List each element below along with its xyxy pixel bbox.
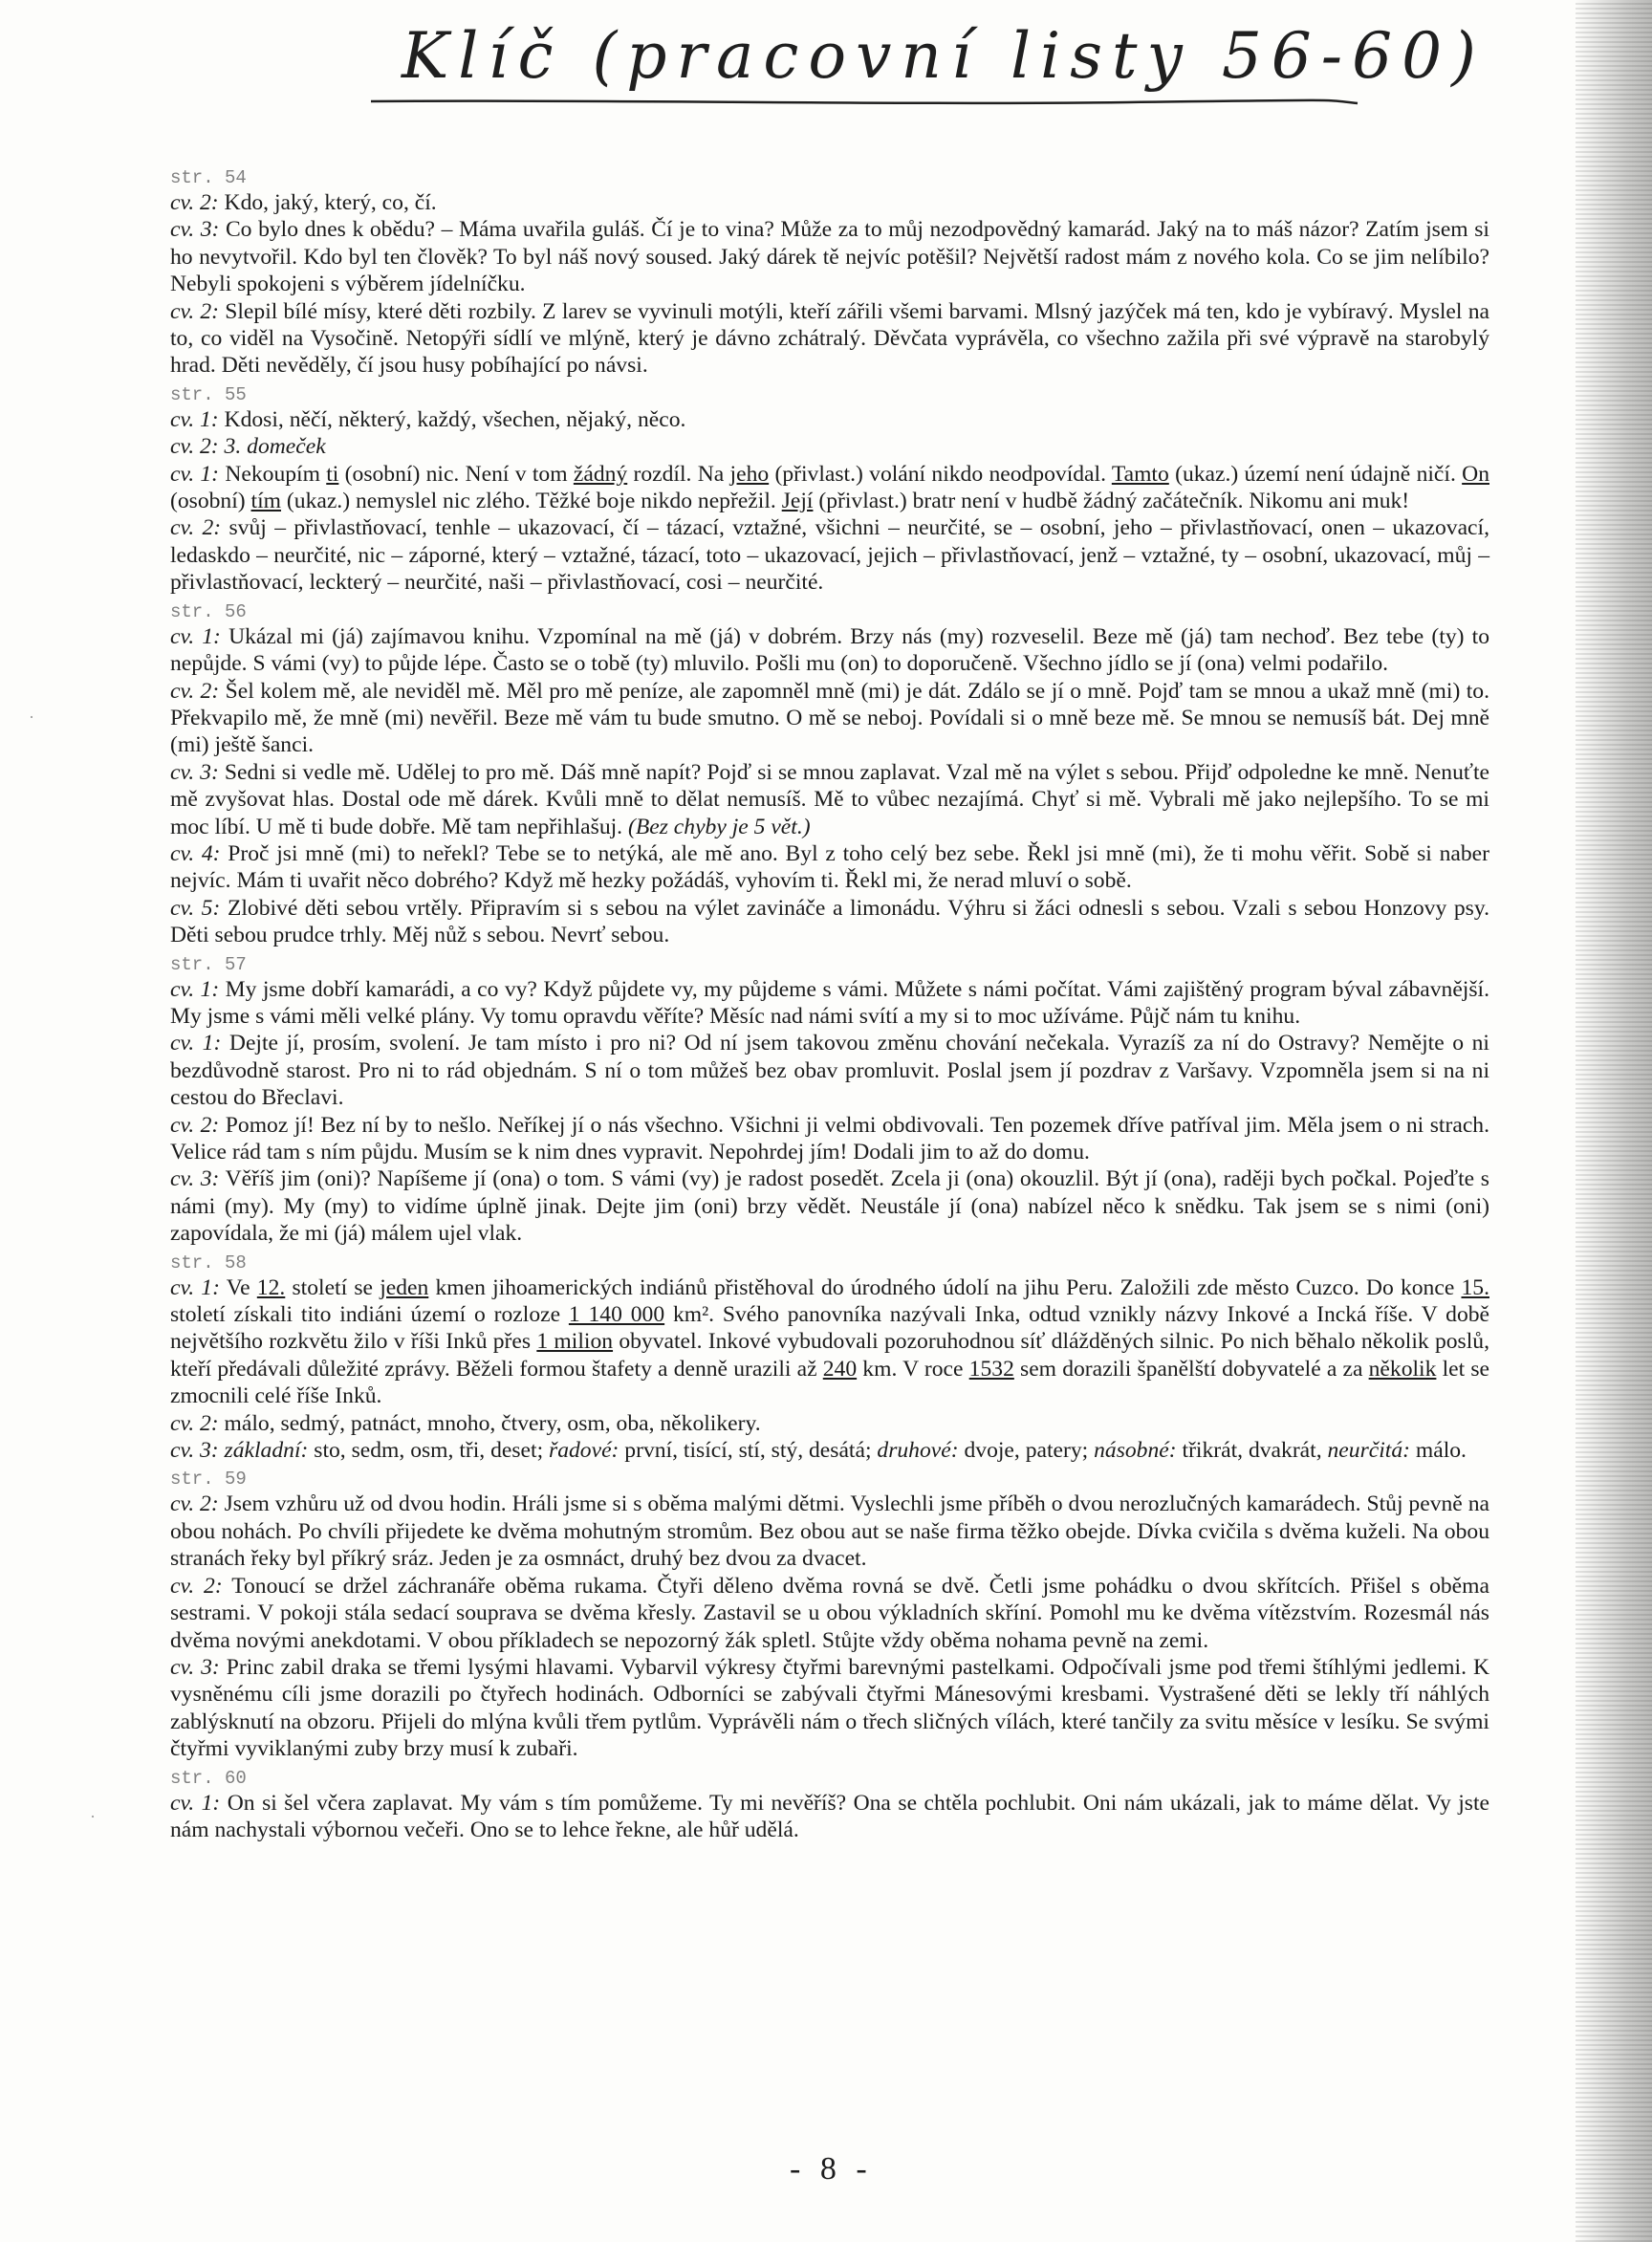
answer-text: dvoje, patery;	[958, 1438, 1095, 1464]
exercise-answer	[170, 1112, 1489, 1166]
exercise-answer	[170, 840, 1489, 895]
answer-text: Tonoucí se držel záchranáře oběma rukama. Čtyři děleno dvěma rovná se dvě. Četli jsme pohádku o dvou skřítcích. Přišel s oběma sestrami. V pokoji stála sedací souprava se dvěma křesly. Zastavil se u obou výkladních skříní. Pomohl mu ke dvěma vítězstvím. Rozesmál nás dvěma novými anekdotami. V obou příkladech se nepozorný žák spletl. Stůjte vždy oběma nohama pevně na zemi.	[170, 1573, 1489, 1653]
exercise-answer	[170, 678, 1489, 759]
answer-text: obyvatel. Inkové vybudovali pozoruhodnou síť dlážděných silnic. Po nich běhalo několik poslů, kteří předávali důležité zprávy. Běželi formou štafety a denně urazili až	[170, 1329, 1489, 1382]
answer-text: (ukaz.) území není údajně ničí.	[1168, 461, 1463, 487]
answer-text: Šel kolem mě, ale neviděl mě. Měl pro mě peníze, ale zapomněl mně (mi) je dát. Zdálo se jí o mně. Pojď tam se mnou a ukaž mně (mi) to. Překvapilo mě, že mně (mi) nevěřil. Beze mě vám tu bude smutno. O mě se neboj. Povídali si o mně beze mě. Se mnou se nemusíš bát. Dej mně (mi) ještě šanci.	[170, 678, 1489, 758]
exercise-answer	[170, 976, 1489, 1031]
underlined-word: Tamto	[1111, 461, 1169, 487]
answer-text: Ve	[219, 1274, 257, 1300]
exercise-label: cv. 2:	[170, 678, 220, 704]
answer-text: Pomoz jí! Bez ní by to nešlo. Neříkej jí o nás všechno. Všichni ji velmi obdivovali. Ten pozemek dříve patříval jim. Měla jsem o ni strach. Velice rád tam s ním půjdu. Musím se k nim dnes vypravit. Nepohrdej jím! Dodali jim to až do domu.	[170, 1112, 1489, 1165]
exercise-answer	[170, 1654, 1489, 1763]
answer-text: Ukázal mi (já) zajímavou knihu. Vzpomínal na mě (já) v dobrém. Brzy nás (my) rozveselil. Beze mě (já) tam nechoď. Bez tebe (ty) to nepůjde. S vámi (vy) to půjde lépe. Často se o tobě (ty) mluvilo. Pošli mu (on) to doporučeně. Všechno jídlo se jí (ona) velmi podařilo.	[170, 623, 1489, 677]
exercise-answer	[170, 1410, 1489, 1437]
exercise-label: cv. 4:	[170, 840, 221, 866]
exercise-label: cv. 2:	[170, 434, 219, 460]
section-page-heading: str. 58	[170, 1252, 247, 1273]
answer-text: století získali tito indiáni území o rozloze	[170, 1302, 569, 1328]
italic-text: 3. domeček	[218, 434, 326, 460]
exercise-answer	[170, 1437, 1489, 1464]
exercise-label: cv. 2:	[170, 190, 219, 215]
answer-text: let se zmocnili celé říše Inků.	[170, 1356, 1489, 1409]
answer-text: Slepil bílé mísy, které děti rozbily. Z larev se vyvinuli motýli, kteří zářili všemi barvami. Mlsný jazýček má ten, kdo je vybíravý. Myslel na to, co viděl na Vysočině. Netopýři sídlí ve mlýně, který je dávno zchátralý. Děvčata vyprávěla, co všechno zažila při své výpravě na starobylý hrad. Děti nevěděly, čí jsou husy pobíhající po návsi.	[170, 298, 1489, 379]
answer-text: první, tisící, stí, stý, desátá;	[619, 1438, 878, 1464]
page-number: - 8 -	[790, 2151, 873, 2187]
scan-edge-shadow	[1576, 0, 1652, 2242]
answer-text: (přivlast.) volání nikdo neodpovídal.	[769, 461, 1112, 487]
exercise-label: cv. 3:	[170, 1654, 220, 1680]
exercise-answer	[170, 433, 1489, 460]
answer-text: Sedni si vedle mě. Udělej to pro mě. Dáš mně napít? Pojď si se mnou zaplavat. Vzal mě na výlet s sebou. Přijď odpoledne ke mně. Nenuťte mě zvyšovat hlas. Dostal ode mě dárek. Kvůli mně to dělat nemusíš. Mě to vůbec nezajímá. Chyť si mě. Vybrali mě jako nejlepšího. To se mi moc líbí. U mě ti bude dobře. Mě tam nepřihlašuj.	[170, 759, 1489, 839]
exercise-label: cv. 1:	[170, 1274, 220, 1300]
exercise-label: cv. 3:	[170, 217, 220, 243]
exercise-label: cv. 2:	[170, 1573, 223, 1599]
exercise-answer	[170, 189, 1489, 216]
exercise-answer	[170, 895, 1489, 949]
answer-text: (osobní) nic. Není v tom	[338, 461, 574, 487]
answer-text: kmen jihoamerických indiánů přistěhoval do úrodného údolí na jihu Peru. Založili zde město Cuzco. Do konce	[428, 1274, 1462, 1300]
exercise-answer	[170, 1790, 1489, 1844]
exercise-label: cv. 1:	[170, 1031, 222, 1056]
underlined-word: jeho	[729, 461, 770, 487]
exercise-label: cv. 1:	[170, 1790, 221, 1816]
underlined-word: 240	[822, 1356, 858, 1382]
answer-text: My jsme dobří kamarádi, a co vy? Když půjdete vy, my půjdeme s vámi. Můžete s námi počítat. Vámi zajištěný program býval zábavnější. My jsme s vámi měli velké plány. Vy tomu opravdu věříte? Měsíc nad námi svítí a my si to moc užíváme. Půjč nám tu knihu.	[170, 976, 1489, 1029]
answer-text: (ukaz.) nemyslel nic zlého. Těžké boje nikdo nepřežil.	[281, 489, 782, 514]
answer-text: třikrát, dvakrát,	[1176, 1438, 1328, 1464]
answer-text: rozdíl. Na	[627, 461, 730, 487]
margin-dot: ·	[29, 707, 34, 727]
italic-text: druhové:	[877, 1438, 959, 1464]
page-title: Klíč (pracovní listy 56-60)	[402, 19, 1486, 93]
section-page-heading: str. 55	[170, 383, 247, 405]
exercise-label: cv. 2:	[170, 298, 219, 324]
exercise-label: cv. 3:	[170, 1438, 219, 1464]
answer-text: Co bylo dnes k obědu? – Máma uvařila guláš. Čí je to vina? Může za to můj nezodpovědný kamarád. Jaký na to máš názor? Zatím jsem si ho nevytvořil. Kdo byl ten člověk? To byl náš nový soused. Jaký dárek tě nejvíc potěšil? Největší radost mám z nového kola. Co se jim nelíbilo? Nebyli spokojeni s výběrem jídelníčku.	[170, 217, 1489, 297]
underlined-word: 15.	[1461, 1274, 1489, 1300]
exercise-answer	[170, 1274, 1489, 1410]
answer-text: sto, sedm, osm, tři, deset;	[308, 1438, 550, 1464]
underlined-word: 1 140 000	[568, 1302, 665, 1328]
underlined-word: 1 milion	[536, 1329, 614, 1355]
section-page-heading: str. 56	[170, 600, 247, 622]
exercise-label: cv. 1:	[170, 976, 220, 1002]
underlined-word: 1532	[968, 1356, 1014, 1382]
underlined-word: ti	[326, 461, 339, 487]
underlined-word: Její	[781, 489, 814, 514]
answer-text: století se	[285, 1274, 380, 1300]
underlined-word: jeden	[380, 1274, 429, 1300]
exercise-answer	[170, 461, 1489, 515]
answer-text: Kdosi, něčí, některý, každý, všechen, nějaký, něco.	[218, 406, 686, 432]
margin-dot: ·	[90, 1807, 96, 1826]
exercise-answer	[170, 759, 1489, 840]
answer-text: Dejte jí, prosím, svolení. Je tam místo i pro ni? Od ní jsem takovou změnu chování nečekala. Vyrazíš za ní do Ostravy? Nemějte o ni bezdůvodně starost. Pro ni to rád objednám. S ní o tom můžeš bez obav promluvit. Poslal jsem jí pozdrav z Varšavy. Vzpomněla jsem si na ni cestou do Břeclavi.	[170, 1031, 1489, 1111]
underlined-word: několik	[1368, 1356, 1437, 1382]
underlined-word: 12.	[256, 1274, 286, 1300]
answer-text: On si šel včera zaplavat. My vám s tím pomůžeme. Ty mi nevěříš? Ona se chtěla pochlubit. Oni nám ukázali, jak to máme dělat. Vy jste nám nachystali výbornou večeři. Ono se to lehce řekne, ale hůř udělá.	[170, 1790, 1489, 1842]
exercise-answer	[170, 298, 1489, 380]
italic-text: (Bez chyby je 5 vět.)	[627, 814, 811, 839]
exercise-label: cv. 2:	[170, 1491, 219, 1517]
italic-text: základní:	[218, 1438, 309, 1464]
exercise-label: cv. 2:	[170, 515, 222, 541]
exercise-answer	[170, 514, 1489, 596]
section-page-heading: str. 60	[170, 1767, 247, 1789]
answer-text: Věříš jim (oni)? Napíšeme jí (ona) o tom. S vámi (vy) je radost posedět. Zcela ji (ona) okouzlil. Být jí (ona), raději bych počkal. Pojeďte s námi (my). My (my) to vidíme úplně jinak. Dejte jim (oni) brzy vědět. Neustále jí (ona) nabízel něco k snědku. Tak jsem se s nimi (oni) zapovídala, že mi (já) málem ujel vlak.	[170, 1166, 1489, 1247]
answer-text: km². Svého panovníka nazývali Inka, odtud vznikly názvy Inkové a Incká říše. V době největšího rozkvětu žilo v říši Inků přes	[170, 1302, 1490, 1355]
exercise-label: cv. 3:	[170, 1166, 220, 1192]
exercise-answer	[170, 406, 1489, 433]
answer-text: Kdo, jaký, který, co, čí.	[218, 190, 437, 215]
exercise-label: cv. 5:	[170, 895, 221, 921]
exercise-answer	[170, 1030, 1489, 1111]
section-page-heading: str. 59	[170, 1469, 247, 1491]
answer-text: Zlobivé děti sebou vrtěly. Připravím si s sebou na výlet zavináče a limonádu. Výhru si žáci odnesli s sebou. Vzali s sebou Honzovy psy. Děti sebou prudce trhly. Měj nůž s sebou. Nevrť sebou.	[170, 895, 1489, 948]
exercise-answer	[170, 216, 1489, 297]
underlined-word: On	[1462, 461, 1489, 487]
answer-text: (přivlast.) bratr není v hudbě žádný začátečník. Nikomu ani muk!	[813, 489, 1410, 514]
exercise-label: cv. 1:	[170, 406, 219, 432]
answer-text: Jsem vzhůru už od dvou hodin. Hráli jsme si s oběma malými dětmi. Vyslechli jsme příběh o dvou nerozlučných kamarádech. Stůj pevně na obou nohách. Po chvíli přijedete ke dvěma mohutným stromům. Bez obou aut se naše firma těžko obejde. Dívka cvičila s dvěma kuželi. Na obou stranách řeky byl příkrý sráz. Jeden je za osmnáct, druhý bez dvou za dvacet.	[170, 1491, 1489, 1572]
answer-text: km. V roce	[857, 1356, 969, 1382]
exercise-label: cv. 2:	[170, 1410, 219, 1436]
exercise-label: cv. 3:	[170, 759, 219, 785]
answer-text: svůj – přivlastňovací, tenhle – ukazovací, čí – tázací, vztažné, všichni – neurčité, se – osobní, jeho – přivlastňovací, onen – ukazovací, ledaskdo – neurčité, nic – záporné, který – vztažné, tázací, toto – ukazovací, jejich – přivlastňovací, jenž – vztažné, ty – osobní, ukazovací, můj – přivlastňovací, leckterý – neurčité, naši – přivlastňovací, cosi – neurčité.	[170, 515, 1489, 596]
answer-key-body	[170, 163, 1489, 1843]
exercise-answer	[170, 1165, 1489, 1247]
exercise-answer	[170, 1491, 1489, 1572]
section-page-heading: str. 57	[170, 953, 247, 975]
exercise-answer	[170, 623, 1489, 678]
underlined-word: tím	[250, 489, 282, 514]
answer-text: málo, sedmý, patnáct, mnoho, čtvery, osm, oba, několikery.	[218, 1410, 761, 1436]
answer-text: sem dorazili španělští dobyvatelé a za	[1013, 1356, 1369, 1382]
answer-text: Nekoupím	[219, 461, 327, 487]
exercise-label: cv. 1:	[170, 623, 221, 649]
italic-text: řadové:	[549, 1438, 620, 1464]
exercise-answer	[170, 1573, 1489, 1654]
title-block	[363, 17, 1486, 113]
answer-text: Princ zabil draka se třemi lysými hlavami. Vybarvil výkresy čtyřmi barevnými pastelkami. Odpočívali jsme pod třemi štíhlými jedlemi. K vysněnému cíli jsme dorazili po čtyřech hodinách. Odborníci se zabývali čtyřmi Mánesovými kresbami. Vystrašené děti se lekly tří náhlých zablýsknutí na obzoru. Přijeli do mlýna kvůli třem pytlům. Vyprávěli nám o třech sličných vílách, které tančily za svitu měsíce v lesíku. Se svými čtyřmi vyviklanými zuby brzy musí k zubaři.	[170, 1654, 1489, 1762]
italic-text: násobné:	[1094, 1438, 1177, 1464]
answer-text: Proč jsi mně (mi) to neřekl? Tebe se to netýká, ale mě ano. Byl z toho celý bez sebe. Řekl jsi mně (mi), že ti mohu věřit. Sobě si naber nejvíc. Mám ti uvařit něco dobrého? Když mě hezky požádáš, vyhovím ti. Řekl mi, že nerad mluví o sobě.	[170, 840, 1489, 894]
exercise-label: cv. 1:	[170, 461, 220, 487]
underlined-word: žádný	[573, 461, 628, 487]
section-page-heading: str. 54	[170, 167, 247, 188]
exercise-label: cv. 2:	[170, 1112, 220, 1138]
answer-text: málo.	[1409, 1438, 1467, 1464]
italic-text: neurčitá:	[1327, 1438, 1410, 1464]
answer-text: (osobní)	[170, 489, 251, 514]
